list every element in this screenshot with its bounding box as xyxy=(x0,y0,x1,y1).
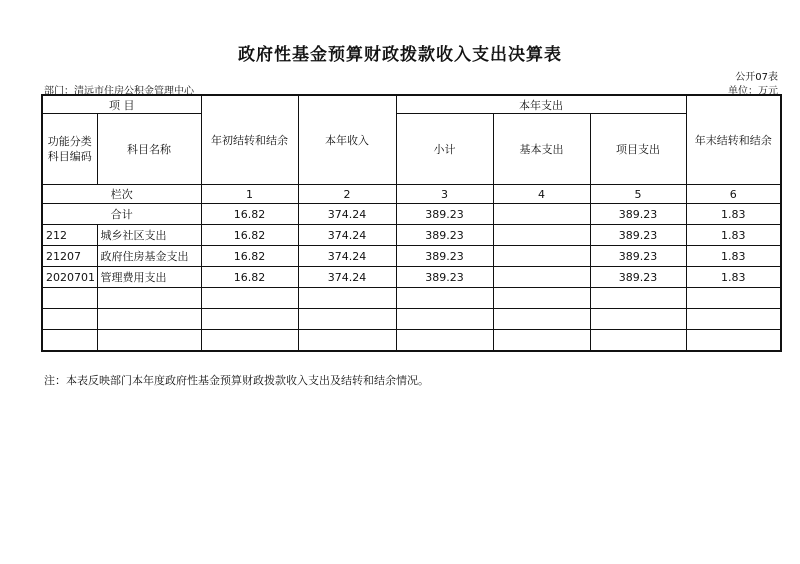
cell-income: 374.24 xyxy=(298,267,396,288)
cell-basic xyxy=(493,246,590,267)
col-number: 3 xyxy=(396,185,493,204)
header-begin-balance: 年初结转和结余 xyxy=(201,95,298,185)
cell-project: 389.23 xyxy=(590,204,686,225)
unit-label: 单位：万元 xyxy=(728,86,778,97)
col-number: 1 xyxy=(201,185,298,204)
cell-end: 1.83 xyxy=(686,204,781,225)
cell-name: 城乡社区支出 xyxy=(97,225,201,246)
header-end-balance: 年末结转和结余 xyxy=(686,95,781,185)
total-row xyxy=(42,204,781,225)
header-expense-group: 本年支出 xyxy=(396,95,686,114)
budget-table xyxy=(41,94,782,352)
header-subject-name: 科目名称 xyxy=(97,114,201,185)
page-title: 政府性基金预算财政拨款收入支出决算表 xyxy=(238,45,562,65)
cell-name: 管理费用支出 xyxy=(97,267,201,288)
cell-basic xyxy=(493,225,590,246)
footnote: 注：本表反映部门本年度政府性基金预算财政拨款收入支出及结转和结余情况。 xyxy=(44,374,429,387)
col-number: 2 xyxy=(298,185,396,204)
header-func-code: 功能分类科目编码 xyxy=(42,114,97,185)
col-number: 5 xyxy=(590,185,686,204)
empty-row xyxy=(42,288,781,309)
header-income: 本年收入 xyxy=(298,95,396,185)
cell-code: 2020701 xyxy=(42,267,97,288)
cell-code: 212 xyxy=(42,225,97,246)
header-subtotal: 小计 xyxy=(396,114,493,185)
cell-begin: 16.82 xyxy=(201,204,298,225)
cell-project: 389.23 xyxy=(590,246,686,267)
total-label: 合计 xyxy=(42,204,201,225)
col-number: 6 xyxy=(686,185,781,204)
cell-end: 1.83 xyxy=(686,246,781,267)
table-row xyxy=(42,246,781,267)
department-label: 部门：清远市住房公积金管理中心 xyxy=(44,86,194,97)
cell-begin: 16.82 xyxy=(201,225,298,246)
cell-code: 21207 xyxy=(42,246,97,267)
table-row xyxy=(42,267,781,288)
cell-end: 1.83 xyxy=(686,267,781,288)
cell-name: 政府住房基金支出 xyxy=(97,246,201,267)
cell-subtotal: 389.23 xyxy=(396,225,493,246)
cell-subtotal: 389.23 xyxy=(396,246,493,267)
cell-project: 389.23 xyxy=(590,225,686,246)
form-number: 公开07表 xyxy=(735,72,778,83)
header-project: 项目支出 xyxy=(590,114,686,185)
cell-income: 374.24 xyxy=(298,246,396,267)
header-item: 项 目 xyxy=(42,95,201,114)
cell-end: 1.83 xyxy=(686,225,781,246)
header-basic: 基本支出 xyxy=(493,114,590,185)
column-no-label: 栏次 xyxy=(42,185,201,204)
empty-row xyxy=(42,309,781,330)
cell-subtotal: 389.23 xyxy=(396,204,493,225)
table-row xyxy=(42,225,781,246)
cell-income: 374.24 xyxy=(298,204,396,225)
cell-begin: 16.82 xyxy=(201,267,298,288)
cell-begin: 16.82 xyxy=(201,246,298,267)
cell-subtotal: 389.23 xyxy=(396,267,493,288)
cell-income: 374.24 xyxy=(298,225,396,246)
empty-row xyxy=(42,330,781,352)
cell-project: 389.23 xyxy=(590,267,686,288)
col-number: 4 xyxy=(493,185,590,204)
cell-basic xyxy=(493,267,590,288)
cell-basic xyxy=(493,204,590,225)
